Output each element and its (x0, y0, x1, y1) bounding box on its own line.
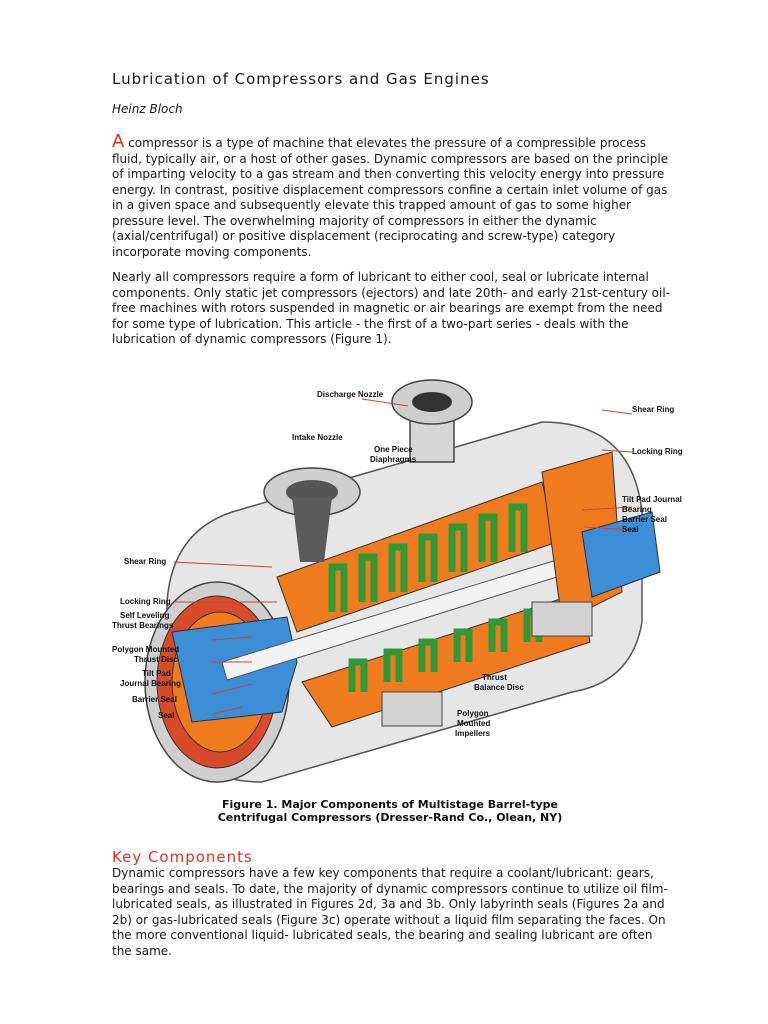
label-tilt-pad-journal: Tilt Pad Journal (622, 495, 682, 504)
label-seal-right: Seal (622, 525, 639, 534)
label-shear-ring-left: Shear Ring (124, 557, 167, 566)
key-components-paragraph: Dynamic compressors have a few key components that require a coolant/lubricant: gears, bearings and seals. To date, the majority of dynamic compressors continue to utilize oil film-lubricated seals, as illustrated in Figures 2d, 3a and 3b. Only labyrinth seals (Figures 2a and 2b) or gas-lubricated seals (Figure 3c) operate without a liquid film separating the faces. On the more conventional liquid- lubricated seals, the bearing and sealing lubricant are often the same. (112, 866, 668, 958)
label-thrust: Thrust (482, 673, 507, 682)
compressor-cutaway-figure (112, 362, 683, 802)
label-self-leveling: Self Leveling (120, 611, 170, 620)
label-diaphragms: Diaphragms (370, 455, 417, 464)
drop-cap: A (112, 131, 125, 152)
document-title: Lubrication of Compressors and Gas Engines (112, 70, 490, 88)
compressor-illustration (112, 362, 683, 802)
label-tilt-pad: Tilt Pad (142, 669, 171, 678)
document-author: Heinz Bloch (112, 102, 183, 116)
figure-caption-line2: Centrifugal Compressors (Dresser-Rand Co., Olean, NY) (217, 811, 563, 824)
figure-caption (200, 798, 580, 824)
label-intake-nozzle: Intake Nozzle (292, 433, 343, 442)
label-barrier-seal-right: Barrier Seal (622, 515, 667, 524)
label-polygon-mounted: Polygon Mounted (112, 645, 180, 654)
label-locking-ring-top: Locking Ring (632, 447, 683, 456)
label-thrust-disc: Thrust Disc (134, 655, 179, 664)
label-thrust-bearings: Thrust Bearings (112, 621, 174, 630)
figure-caption-line1: Figure 1. Major Components of Multistage Barrel-type (222, 798, 558, 811)
label-polygon: Polygon (457, 709, 489, 718)
label-locking-ring-left: Locking Ring (120, 597, 171, 606)
lubrication-paragraph: Nearly all compressors require a form of lubricant to either cool, seal or lubricate internal components. Only static jet compressors (ejectors) and late 20th- and early 21st-century oil-free machines with rotors suspended in magnetic or air bearings are exempt from the need for some type of lubrication. This article - the first of a two-part series - deals with the lubrication of dynamic compressors (Figure 1). (112, 270, 670, 346)
left-foot (382, 692, 442, 726)
section-heading: Key Components (112, 848, 253, 866)
right-foot (532, 602, 592, 636)
label-bearing: Bearing (622, 505, 652, 514)
label-impellers: Impellers (455, 729, 491, 738)
intro-paragraph-text: compressor is a type of machine that elevates the pressure of a compressible process fluid, typically air, or a host of other gases. Dynamic compressors are based on the principle of imparting velocity to a gas stream and then converting this velocity energy into pressure energy. In contrast, positive displacement compressors confine a certain inlet volume of gas in a given space and subsequently elevate this trapped amount of gas to some higher pressure level. The overwhelming majority of compressors in either the dynamic (axial/centrifugal) or positive displacement (reciprocating and screw-type) category incorporate moving components. (112, 136, 669, 259)
label-discharge-nozzle: Discharge Nozzle (317, 390, 384, 399)
label-one-piece: One Piece (374, 445, 413, 454)
intro-paragraph (112, 131, 672, 260)
discharge-opening (412, 392, 452, 412)
label-balance-disc: Balance Disc (474, 683, 524, 692)
label-journal-bearing: Journal Bearing (120, 679, 181, 688)
label-barrier-seal-left: Barrier Seal (132, 695, 177, 704)
label-mounted: Mounted (457, 719, 491, 728)
label-seal-left: Seal (158, 711, 175, 720)
label-shear-ring-top: Shear Ring (632, 405, 675, 414)
